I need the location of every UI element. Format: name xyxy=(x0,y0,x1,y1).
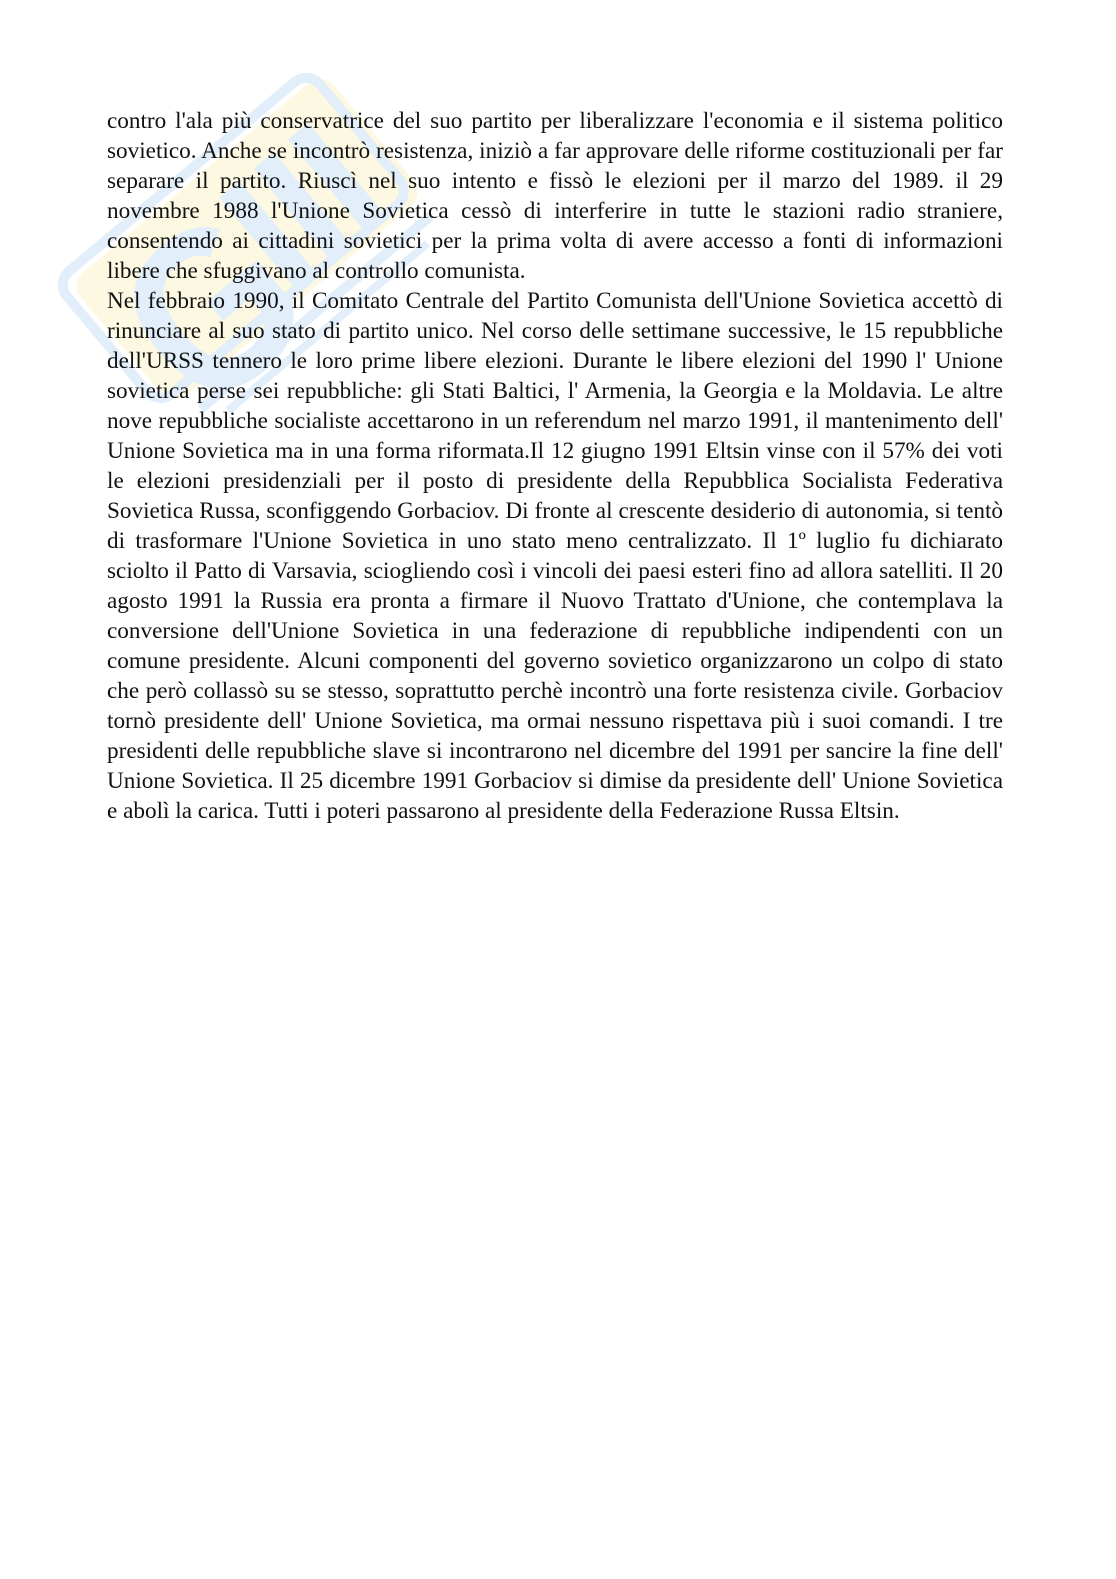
paragraph-1: contro l'ala più conservatrice del suo partito per liberalizzare l'economia e il sistema politico sovietico. Anche se incontrò resistenza, iniziò a far approvare delle riforme costituzionali per far separare il partito. Riuscì nel suo intento e fissò le elezioni per il marzo del 1989. il 29 novembre 1988 l'Unione Sovietica cessò di interferire in tutte le stazioni radio straniere, consentendo ai cittadini sovietici per la prima volta di avere accesso a fonti di informazioni libere che sfuggivano al controllo comunista. xyxy=(107,108,1003,284)
paragraph-2: Nel febbraio 1990, il Comitato Centrale del Partito Comunista dell'Unione Sovietica accettò di rinunciare al suo stato di partito unico. Nel corso delle settimane successive, le 15 repubbliche dell'URSS tennero le loro prime libere elezioni. Durante le libere elezioni del 1990 l' Unione sovietica perse sei repubbliche: gli Stati Baltici, l' Armenia, la Georgia e la Moldavia. Le altre nove repubbliche socialiste accettarono in un referendum nel marzo 1991, il mantenimento dell' Unione Sovietica ma in una forma riformata.Il 12 giugno 1991 Eltsin vinse con il 57% dei voti le elezioni presidenziali per il posto di presidente della Repubblica Socialista Federativa Sovietica Russa, sconfiggendo Gorbaciov. Di fronte al crescente desiderio di autonomia, si tentò di trasformare l'Unione Sovietica in uno stato meno centralizzato. Il 1º luglio fu dichiarato sciolto il Patto di Varsavia, sciogliendo così i vincoli dei paesi esteri fino ad allora satelliti. Il 20 agosto 1991 la Russia era pronta a firmare il Nuovo Trattato d'Unione, che contemplava la conversione dell'Unione Sovietica in una federazione di repubbliche indipendenti con un comune presidente. Alcuni componenti del governo sovietico organizzarono un colpo di stato che però collassò su se stesso, soprattutto perchè incontrò una forte resistenza civile. Gorbaciov tornò presidente dell' Unione Sovietica, ma ormai nessuno rispettava più i suoi comandi. I tre presidenti delle repubbliche slave si incontrarono nel dicembre del 1991 per sancire la fine dell' Unione Sovietica. Il 25 dicembre 1991 Gorbaciov si dimise da presidente dell' Unione Sovietica e abolì la carica. Tutti i poteri passarono al presidente della Federazione Russa Eltsin. xyxy=(107,288,1003,824)
document-body xyxy=(107,106,1003,826)
